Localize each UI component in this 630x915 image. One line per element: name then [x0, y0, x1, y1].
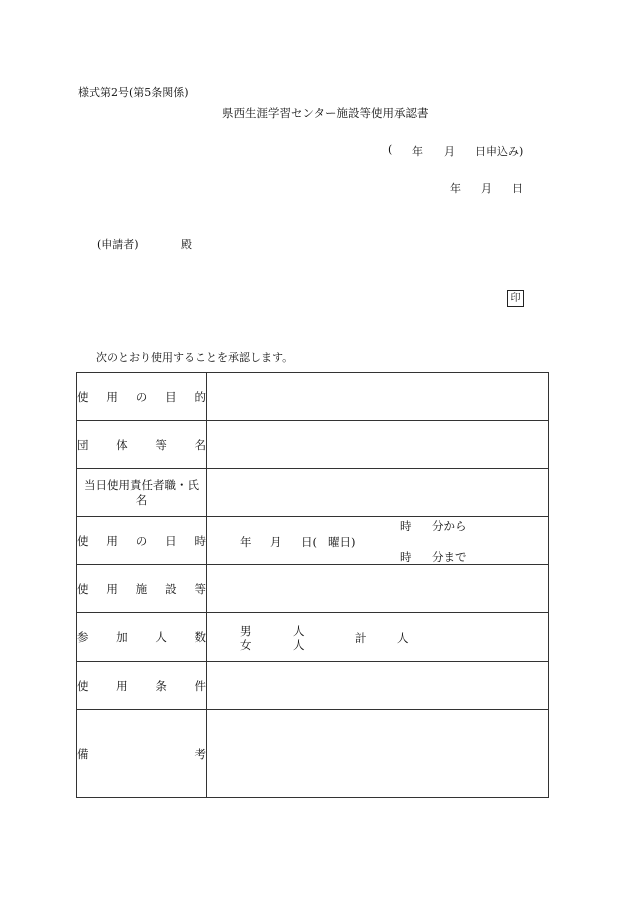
- label-conditions: [77, 662, 207, 710]
- field-remarks[interactable]: [207, 710, 549, 798]
- seal-mark: 印: [507, 290, 524, 307]
- issue-date-day: 日: [512, 182, 523, 195]
- label-char: 施: [135, 581, 148, 596]
- field-conditions[interactable]: [207, 662, 549, 710]
- row-participants: [77, 613, 549, 662]
- date-year: 年: [240, 535, 252, 549]
- male-label: 男: [240, 624, 252, 638]
- label-char: 的: [194, 389, 206, 404]
- label-char: 参: [77, 630, 89, 644]
- field-facility[interactable]: [207, 565, 549, 613]
- label-datetime: [77, 517, 207, 565]
- label-char: 使: [77, 581, 89, 596]
- row-group: [77, 421, 549, 469]
- label-char: 体: [116, 437, 128, 452]
- row-conditions: [77, 662, 549, 710]
- male-unit: 人: [293, 624, 305, 638]
- label-char: 用: [106, 533, 118, 548]
- label-char: 等: [155, 437, 167, 452]
- label-char: の: [135, 389, 148, 404]
- field-purpose[interactable]: [207, 373, 549, 421]
- label-char: 用: [116, 678, 128, 693]
- honorific: 殿: [181, 238, 192, 251]
- application-date-day: 日申込み): [475, 145, 524, 158]
- label-char: 時: [194, 533, 206, 548]
- label-char: 件: [194, 678, 206, 693]
- start-minute: 分から: [432, 519, 467, 533]
- label-char: 条: [155, 678, 167, 693]
- applicant-label: (申請者): [97, 238, 139, 251]
- label-responsible: 当日使用責任者職・氏名: [77, 469, 207, 517]
- label-char: 使: [77, 389, 89, 404]
- label-char: 使: [77, 678, 89, 693]
- label-char: の: [135, 533, 148, 548]
- label-char: 日: [165, 533, 177, 548]
- label-purpose: [77, 373, 207, 421]
- label-char: 名: [194, 437, 206, 452]
- label-char: 備: [77, 746, 89, 761]
- label-char: 数: [194, 630, 206, 644]
- application-date-year: 年: [412, 145, 423, 158]
- label-group: [77, 421, 207, 469]
- label-remarks: [77, 710, 207, 798]
- form-id: 様式第2号(第5条関係): [78, 86, 189, 99]
- label-char: 使: [77, 533, 89, 548]
- field-group[interactable]: [207, 421, 549, 469]
- female-unit: 人: [293, 638, 305, 652]
- label-char: 等: [194, 581, 206, 596]
- label-char: 人: [155, 630, 167, 644]
- issue-date-year: 年: [450, 182, 461, 195]
- end-hour: 時: [400, 550, 412, 564]
- issue-date-month: 月: [481, 182, 492, 195]
- field-participants[interactable]: [207, 613, 549, 662]
- row-datetime: [77, 517, 549, 565]
- application-date-open: (: [388, 143, 393, 156]
- approval-statement: 次のとおり使用することを承認します。: [96, 351, 294, 364]
- row-purpose: [77, 373, 549, 421]
- label-char: 団: [77, 437, 89, 452]
- approval-form-table: [76, 372, 549, 798]
- field-datetime[interactable]: [207, 517, 549, 565]
- date-day: 日(: [301, 535, 317, 549]
- female-label: 女: [240, 638, 252, 652]
- date-month: 月: [270, 535, 282, 549]
- total-label: 計: [355, 631, 367, 645]
- total-unit: 人: [397, 631, 409, 645]
- row-facility: [77, 565, 549, 613]
- start-hour: 時: [400, 519, 412, 533]
- label-char: 加: [116, 630, 128, 644]
- end-minute: 分まで: [432, 550, 467, 564]
- label-char: 考: [194, 746, 206, 761]
- document-title: 県西生涯学習センター施設等使用承認書: [222, 106, 429, 120]
- label-char: 用: [106, 581, 118, 596]
- date-weekday: 曜日): [328, 535, 356, 549]
- label-char: 目: [165, 389, 177, 404]
- label-facility: [77, 565, 207, 613]
- label-participants: [77, 613, 207, 662]
- label-char: 設: [165, 581, 177, 596]
- label-char: 用: [106, 389, 118, 404]
- row-remarks: [77, 710, 549, 798]
- field-responsible[interactable]: [207, 469, 549, 517]
- row-responsible: [77, 469, 549, 517]
- application-date-month: 月: [444, 145, 455, 158]
